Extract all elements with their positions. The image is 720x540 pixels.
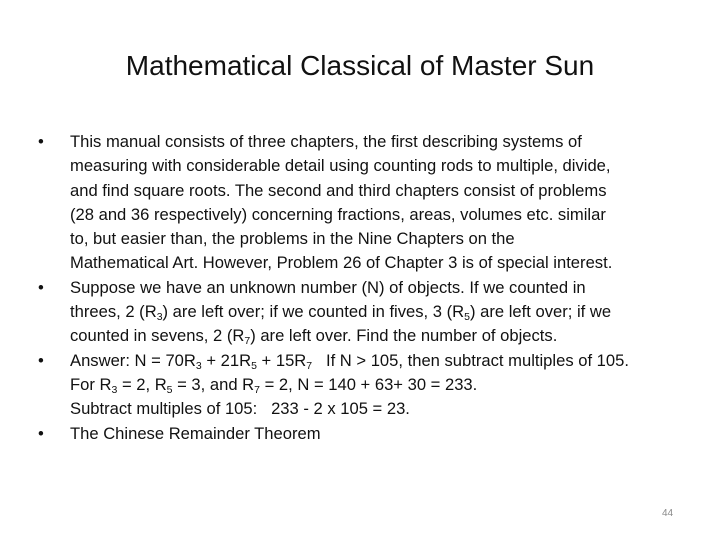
text-segment: ) are left over; if we — [469, 302, 612, 322]
subscript: 3 — [195, 359, 202, 372]
text-segment: + 15R — [256, 350, 307, 370]
bullet-item-problem-statement — [38, 276, 698, 349]
text-segment: = 2, R — [117, 374, 167, 394]
text-line — [70, 324, 698, 348]
text-line: (28 and 36 respectively) concerning fractions, areas, volumes etc. similar — [70, 204, 606, 224]
text-line: The Chinese Remainder Theorem — [70, 423, 321, 443]
subscript: 7 — [306, 359, 313, 372]
subscript: 5 — [464, 311, 470, 324]
subscript: 7 — [254, 383, 260, 396]
text-line — [70, 300, 698, 324]
bullet-dot-icon: • — [38, 132, 44, 151]
text-line: to, but easier than, the problems in the Nine Chapters on the — [70, 229, 515, 249]
subscript: 5 — [166, 383, 173, 396]
subscript: 5 — [251, 359, 257, 372]
text-line — [70, 373, 698, 397]
text-segment: Suppose we have an unknown number (N) of objects. If we counted in — [70, 277, 586, 297]
text-segment: = 3, and R — [172, 374, 255, 394]
text-line: This manual consists of three chapters, the first describing systems of — [70, 132, 582, 151]
subscript: 3 — [111, 383, 118, 396]
text-segment: + 21R — [201, 350, 252, 370]
text-segment: counted in sevens, 2 (R — [70, 326, 245, 346]
bullet-item-manual-description — [38, 130, 698, 276]
text-segment: threes, 2 (R — [70, 302, 157, 322]
subscript: 3 — [156, 311, 163, 324]
text-line — [70, 276, 698, 300]
text-line: Mathematical Art. However, Problem 26 of Chapter 3 is of special interest. — [70, 253, 613, 273]
text-line: and find square roots. The second and third chapters consist of problems — [70, 180, 607, 200]
text-segment: If N > 105, then subtract multiples of 105. — [312, 350, 629, 370]
text-line — [70, 349, 698, 373]
subscript: 7 — [244, 335, 251, 348]
page-number: 44 — [662, 508, 674, 519]
slide-title: Mathematical Classical of Master Sun — [125, 50, 595, 81]
text-segment: For R — [70, 374, 112, 394]
bullet-item-theorem — [38, 422, 698, 446]
text-segment: Answer: N = 70R — [70, 350, 196, 370]
bullet-dot-icon: • — [38, 423, 44, 443]
text-line: Subtract multiples of 105: 233 - 2 x 105 = 23. — [70, 399, 410, 419]
bullet-dot-icon: • — [38, 350, 44, 370]
text-segment: = 2, N = 140 + 63+ 30 = 233. — [260, 374, 478, 394]
text-segment: ) are left over. Find the number of objects. — [250, 326, 558, 346]
bullet-dot-icon: • — [38, 277, 44, 297]
text-line: measuring with considerable detail using counting rods to multiple, divide, — [70, 156, 611, 176]
text-segment: ) are left over; if we counted in fives, 3 (R — [162, 302, 465, 322]
bullet-list — [38, 130, 698, 446]
bullet-item-answer — [38, 349, 698, 422]
